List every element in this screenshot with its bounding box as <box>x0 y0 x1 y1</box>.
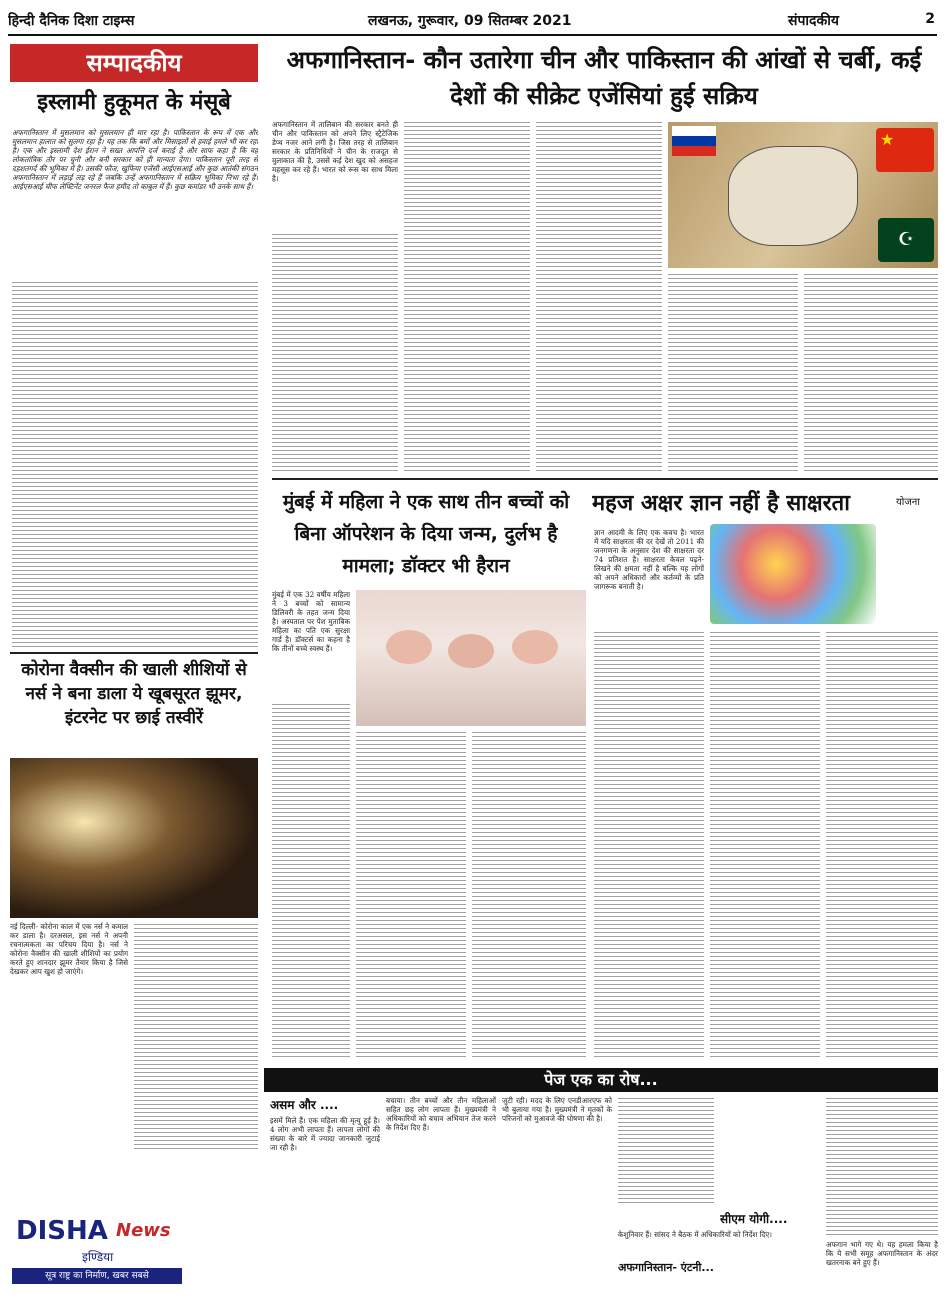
corona-body-col2 <box>134 922 258 1152</box>
afghanistan-map-icon <box>728 146 858 246</box>
editorial-headline: इस्लामी हुकूमत के मंसूबे <box>37 90 231 115</box>
baby-icon <box>512 630 558 664</box>
continued-title-cm-yogi: सीएम योगी.... <box>720 1212 788 1226</box>
corona-body-col1: नई दिल्ली- कोरोना काल में एक नर्स ने कमाल कर डाला है। दरअसल, इस नर्स ने अपनी रचनात्मकता का परिचय दिया है। नर्स ने कोरोना वैक्सीन की खाली शीशियों का प्रयोग करते हुए शानदार झूमर तैयार किया है जिसे देखकर आप खुश हो जाएंगे। <box>10 922 128 976</box>
continued-body-col3b <box>618 1096 714 1206</box>
disha-news-logo <box>12 1210 182 1290</box>
mumbai-body-col1: मुंबई में एक 32 वर्षीय महिला ने 3 बच्चों को सामान्य डिलिवरी के तहत जन्म दिया है। अस्पताल पर पेश मुताबिक महिला का पति एक सुरक्षा गार्ड है। डॉक्टर्स का कहना है कि तीनों बच्चे स्वस्थ हैं। <box>272 590 350 653</box>
afghan-body-col1: अफगानिस्तान में तालिबान की सरकार बनते ही चीन और पाकिस्तान को अपने लिए स्ट्रैटेजिक डेप्थ नजर आने लगी है। जिस तरह से तालिबान सरकार के प्रतिनिधियों ने चीन के राजदूत से मुलाकात की है, उससे कई देश खुद को असहज महसूस कर रहे हैं। भारत को रूस का साथ मिला है। <box>272 120 398 183</box>
divider <box>272 478 938 480</box>
afghan-body-col3 <box>536 120 662 474</box>
continued-body-col1: इसमें मिले हैं। एक महिला की मृत्यु हुई है। 4 लोग अभी लापता हैं। लापता लोगों की संख्या के बारे में ज्यादा जानकारी जुटाई जा रही है। <box>270 1116 380 1152</box>
afghan-map-photo <box>668 122 938 268</box>
section-name: संपादकीय <box>788 13 839 29</box>
mumbai-body-col1-cont <box>272 702 350 1060</box>
literacy-body-col1-cont <box>594 630 704 1060</box>
afghan-body-col2 <box>404 120 530 474</box>
literacy-body-col2 <box>710 630 820 1060</box>
literacy-illustration <box>710 524 876 624</box>
dateline: लखनऊ, गुरूवार, 09 सितम्बर 2021 <box>368 13 572 29</box>
continued-title-assam: असम और .... <box>270 1098 339 1112</box>
afghan-body-col5 <box>804 272 938 474</box>
page-number: 2 <box>925 11 935 27</box>
editorial-body-continued <box>12 280 258 648</box>
mumbai-body-col2 <box>356 730 466 1060</box>
china-flag-icon: ★ <box>876 128 934 172</box>
editorial-banner: सम्पादकीय <box>10 44 258 82</box>
continued-body-col3: जुटी रही। मदद के लिए एनडीआरएफ को भी बुलाया गया है। मुख्यमंत्री ने मृतकों के परिजनों को मुआवजे की घोषणा की है। <box>502 1096 612 1123</box>
paper-name: हिन्दी दैनिक दिशा टाइम्स <box>8 13 135 29</box>
continued-body-col5 <box>826 1096 938 1236</box>
continued-band: पेज एक का रोष... <box>264 1068 938 1092</box>
pakistan-flag-icon: ☪ <box>878 218 934 262</box>
afghan-body-col4 <box>668 272 798 474</box>
baby-icon <box>386 630 432 664</box>
logo-name: DISHA <box>16 1216 108 1246</box>
triplets-photo <box>356 590 586 726</box>
continued-body-col4: केशुनिवार हैं। सांसद ने बैठक में अधिकारियों को निर्देश दिए। <box>618 1230 772 1239</box>
logo-tagline: सूत्र राष्ट्र का निर्माण, खबर सबसे <box>12 1268 182 1284</box>
masthead-bar <box>8 6 937 36</box>
continued-title-afghan: अफगानिस्तान- एंटनी... <box>618 1261 714 1274</box>
continued-body-col2: बचाया। तीन बच्चों और तीन महिलाओं सहित छह लोग लापता हैं। मुख्यमंत्री ने अधिकारियों को बचाव अभियान तेज करने के निर्देश दिए हैं। <box>386 1096 496 1132</box>
editorial-body: अफगानिस्तान में मुसलमान को मुसलमान ही मार रहा है। पाकिस्तान के रूप में एक और मुसलमान हालात को सुलगा रहा है। यह तक कि बमों और मिसाइलों से हवाई हमले भी कर रहा है। एक और इस्लामी देश ईरान ने सख्त आपत्ति दर्ज कराई है और साफ कहा है कि वह लोकतांत्रिक तौर पर चुनी और बनी सरकार को ही मान्यता देगा। पाकिस्तान पूरी तरह से दहशतगर्द की भूमिका में है। उसकी फौज, खुफिया एजेंसी आईएसआई और कुछ आतंकी संगठन अफगानिस्तान में लड़ाई लड़ रहे हैं जबकि उन्हें अफगानिस्तान में सक्रिय भूमिका निभा रहे हैं। आईएसआई चीफ लेफ्टिनेंट जनरल फैज हमीद तो काबुल में हैं। कुछ कमांडर भी उनके साथ हैं। <box>12 128 258 191</box>
corona-headline: कोरोना वैक्सीन की खाली शीशियों से नर्स ने बना डाला ये खूबसूरत झूमर, इंटरनेट पर छाई तस्वीरें <box>21 660 247 728</box>
divider <box>10 652 258 654</box>
logo-news: News <box>116 1220 171 1241</box>
literacy-body-col1: ज्ञान आदमी के लिए एक कवच है। भारत में यदि साक्षरता की दर देखें तो 2011 की जनगणना के अनुसार देश की साक्षरता दर 74 प्रतिशत है। साक्षरता केवल पढ़ने-लिखने की क्षमता नहीं है बल्कि यह लोगों को अपने अधिकारों और कर्तव्यों के प्रति जागरूक बनाती है। <box>594 528 704 591</box>
russia-flag-icon <box>672 126 716 156</box>
continued-body-col5b: अफगान भागे गए थे। यह हमला किया है कि ये सभी समूह अफगानिस्तान के अंदर खतरनाक बने हुए हैं। <box>826 1240 938 1267</box>
logo-sub: इण्डिया <box>82 1250 114 1264</box>
literacy-tag: योजना <box>896 497 920 508</box>
literacy-headline: महज अक्षर ज्ञान नहीं है साक्षरता <box>592 491 850 516</box>
chandelier-photo <box>10 758 258 918</box>
afghan-headline: अफगानिस्तान- कौन उतारेगा चीन और पाकिस्तान की आंखों से चर्बी, कई देशों की सीक्रेट एजेंसियां हुई सक्रिय <box>286 46 922 110</box>
mumbai-body-col3 <box>472 730 586 1060</box>
mumbai-headline: मुंबई में महिला ने एक साथ तीन बच्चों को बिना ऑपरेशन के दिया जन्म, दुर्लभ है मामला; डॉक्टर भी हैरान <box>282 491 570 577</box>
baby-icon <box>448 634 494 668</box>
literacy-body-col3 <box>826 630 938 1060</box>
afghan-body-col1-cont <box>272 232 398 474</box>
